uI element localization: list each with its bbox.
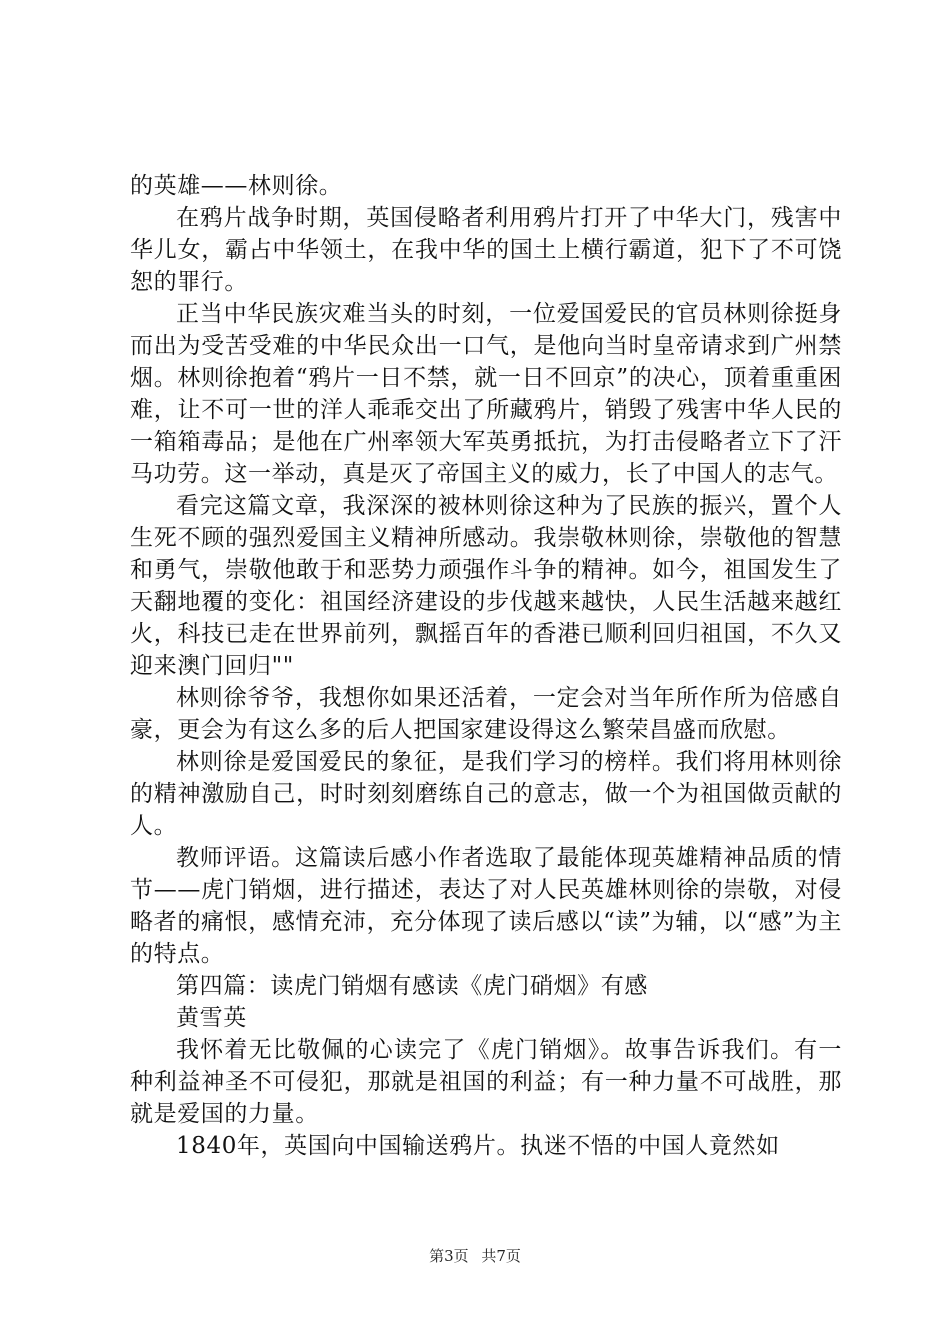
section-heading: 第四篇：读虎门销烟有感读《虎门硝烟》有感: [176, 973, 648, 999]
paragraph-5: 林则徐爷爷，我想你如果还活着，一定会对当年所作所为倍感自豪，更会为有这么多的后人把国家建设得这么繁荣昌盛而欣慰。: [130, 685, 842, 743]
paragraph-7: 我怀着无比敬佩的心读完了《虎门销烟》。故事告诉我们。有一种利益神圣不可侵犯，那就是祖国的利益；有一种力量不可战胜，那就是爱国的力量。: [130, 1037, 842, 1127]
author-name: 黄雪英: [176, 1005, 247, 1031]
page-number: 第3页: [429, 1247, 469, 1265]
paragraph-4: 看完这篇文章，我深深的被林则徐这种为了民族的振兴，置个人生死不顾的强烈爱国主义精神所感动。我崇敬林则徐，崇敬他的智慧和勇气，崇敬他敢于和恶势力顽强作斗争的精神。如今，祖国发生了天翻地覆的变化：祖国经济建设的步伐越来越快，人民生活越来越红火，科技已走在世界前列，飘摇百年的香港已顺利回归祖国，不久又迎来澳门回归"": [130, 493, 842, 679]
page-footer: [0, 1246, 950, 1266]
document-body: [130, 170, 842, 1162]
paragraph-2: 在鸦片战争时期，英国侵略者利用鸦片打开了中华大门，残害中华儿女，霸占中华领土，在我中华的国土上横行霸道，犯下了不可饶恕的罪行。: [130, 205, 842, 295]
paragraph-6: 林则徐是爱国爱民的象征，是我们学习的榜样。我们将用林则徐的精神激励自己，时时刻刻磨练自己的意志，做一个为祖国做贡献的人。: [130, 749, 842, 839]
page-total: 共7页: [481, 1247, 521, 1265]
paragraph-8: 1840年，英国向中国输送鸦片。执迷不悟的中国人竟然如: [176, 1133, 780, 1159]
paragraph-1: 的英雄——林则徐。: [130, 173, 343, 199]
paragraph-3: 正当中华民族灾难当头的时刻，一位爱国爱民的官员林则徐挺身而出为受苦受难的中华民众出一口气，是他向当时皇帝请求到广州禁烟。林则徐抱着“鸦片一日不禁，就一日不回京”的决心，顶着重重困难，让不可一世的洋人乖乖交出了所藏鸦片，销毁了残害中华人民的一箱箱毒品；是他在广州率领大军英勇抵抗，为打击侵略者立下了汗马功劳。这一举动，真是灭了帝国主义的威力，长了中国人的志气。: [130, 301, 842, 487]
teacher-comment: 教师评语。这篇读后感小作者选取了最能体现英雄精神品质的情节——虎门销烟，进行描述，表达了对人民英雄林则徐的崇敬，对侵略者的痛恨，感情充沛，充分体现了读后感以“读”为辅，以“感”为主的特点。: [130, 845, 842, 967]
